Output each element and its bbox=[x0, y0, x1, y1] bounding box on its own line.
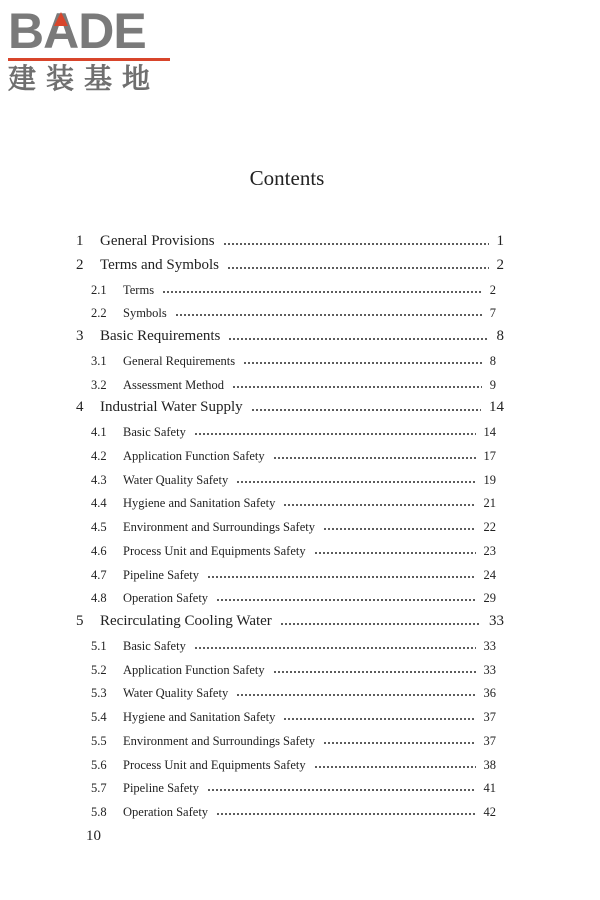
toc-entry-page: 9 bbox=[489, 377, 496, 392]
toc-entry-number: 4 bbox=[76, 399, 84, 416]
toc-dot-leader bbox=[207, 576, 475, 578]
toc-chapter-row[interactable] bbox=[0, 323, 504, 345]
toc-entry-page: 41 bbox=[483, 781, 496, 796]
toc-entry-label: Hygiene and Sanitation Safety bbox=[123, 496, 276, 511]
toc-section-row[interactable] bbox=[0, 537, 496, 559]
toc-section-row[interactable] bbox=[0, 679, 496, 701]
toc-section-row[interactable] bbox=[0, 466, 496, 488]
toc-entry-label: General Requirements bbox=[123, 353, 236, 368]
toc-section-row[interactable] bbox=[0, 703, 496, 725]
toc-dot-leader bbox=[314, 552, 476, 554]
toc-section-row[interactable] bbox=[0, 751, 496, 773]
toc-section-row[interactable] bbox=[0, 418, 496, 440]
toc-entry-page: 37 bbox=[483, 710, 496, 724]
toc-section-row[interactable] bbox=[0, 299, 496, 321]
toc-section-row[interactable] bbox=[0, 513, 496, 535]
toc-entry-page: 2 bbox=[489, 282, 496, 297]
toc-entry-number: 3.1 bbox=[91, 353, 107, 368]
toc-entry-label: Process Unit and Equipments Safety bbox=[123, 543, 306, 558]
toc-chapter-row[interactable] bbox=[0, 252, 504, 274]
toc-entry-page: 37 bbox=[483, 733, 496, 748]
toc-entry-number: 5.5 bbox=[91, 733, 107, 748]
toc-dot-leader bbox=[194, 433, 476, 435]
toc-section-row[interactable] bbox=[0, 656, 496, 678]
toc-dot-leader bbox=[223, 243, 489, 245]
toc-entry-page: 33 bbox=[483, 638, 496, 653]
toc-entry-label: Application Function Safety bbox=[123, 448, 265, 463]
bade-logo bbox=[8, 3, 178, 95]
toc-dot-leader bbox=[216, 599, 475, 601]
toc-entry-page: 24 bbox=[483, 567, 496, 582]
toc-dot-leader bbox=[194, 647, 476, 649]
toc-entry-number: 4.1 bbox=[91, 425, 107, 439]
toc-dot-leader bbox=[216, 813, 475, 815]
toc-section-row[interactable] bbox=[0, 276, 496, 298]
toc-entry-number: 4.2 bbox=[91, 448, 107, 463]
toc-dot-leader bbox=[273, 671, 476, 673]
toc-section-row[interactable] bbox=[0, 442, 496, 464]
toc-entry-page: 33 bbox=[489, 613, 504, 629]
toc-entry-number: 4.3 bbox=[91, 472, 107, 487]
toc-dot-leader bbox=[207, 789, 475, 791]
toc-entry-number: 5.3 bbox=[91, 686, 107, 701]
toc-entry-page: 29 bbox=[483, 591, 496, 606]
toc-entry-number: 4.6 bbox=[91, 543, 107, 558]
toc-chapter-row[interactable] bbox=[0, 228, 504, 250]
toc-entry-label: Recirculating Cooling Water bbox=[100, 613, 272, 629]
toc-dot-leader bbox=[283, 504, 475, 506]
toc-entry-page: 2 bbox=[496, 256, 504, 273]
toc-entry-label: Terms and Symbols bbox=[100, 256, 219, 273]
toc-entry-label: Water Quality Safety bbox=[123, 472, 229, 487]
toc-entry-page: 14 bbox=[483, 425, 496, 439]
toc-entry-number: 5 bbox=[76, 613, 84, 629]
toc-entry-label: Pipeline Safety bbox=[123, 781, 200, 796]
toc-dot-leader bbox=[175, 314, 482, 316]
toc-entry-page: 8 bbox=[489, 353, 496, 368]
toc-dot-leader bbox=[228, 338, 488, 340]
toc-entry-number: 5.1 bbox=[91, 638, 107, 653]
toc-entry-number: 4.5 bbox=[91, 520, 107, 534]
toc-entry-page: 42 bbox=[483, 805, 496, 819]
toc-entry-label: General Provisions bbox=[100, 233, 215, 249]
toc-dot-leader bbox=[323, 742, 476, 744]
toc-dot-leader bbox=[283, 718, 475, 720]
logo-wordmark bbox=[8, 3, 178, 59]
toc-dot-leader bbox=[314, 766, 476, 768]
toc-section-row[interactable] bbox=[0, 798, 496, 820]
toc-entry-label: Assessment Method bbox=[123, 377, 225, 392]
toc-dot-leader bbox=[236, 481, 475, 483]
logo-accent-triangle bbox=[54, 12, 68, 26]
toc-dot-leader bbox=[227, 267, 489, 269]
toc-entry-number: 2.2 bbox=[91, 306, 107, 321]
toc-entry-label: Industrial Water Supply bbox=[100, 399, 243, 416]
toc-entry-label: Environment and Surroundings Safety bbox=[123, 733, 315, 748]
toc-entry-number: 4.7 bbox=[91, 567, 107, 582]
toc-entry-page: 22 bbox=[483, 520, 496, 534]
toc-entry-number: 4.8 bbox=[91, 591, 107, 606]
toc-section-row[interactable] bbox=[0, 371, 496, 393]
toc-section-row[interactable] bbox=[0, 727, 496, 749]
toc-dot-leader bbox=[232, 386, 482, 388]
toc-dot-leader bbox=[243, 362, 482, 364]
toc-entry-label: Process Unit and Equipments Safety bbox=[123, 757, 306, 772]
toc-dot-leader bbox=[323, 528, 476, 530]
toc-entry-number: 5.7 bbox=[91, 781, 107, 796]
toc-entry-label: Basic Requirements bbox=[100, 328, 221, 344]
toc-entry-page: 21 bbox=[483, 496, 496, 511]
logo-letters-de: DE bbox=[78, 3, 146, 59]
toc-entry-number: 2.1 bbox=[91, 282, 107, 297]
toc-entry-page: 19 bbox=[483, 472, 496, 487]
toc-section-row[interactable] bbox=[0, 584, 496, 606]
toc-dot-leader bbox=[273, 457, 476, 459]
page-title: Contents bbox=[249, 166, 325, 190]
toc-entry-page: 1 bbox=[496, 233, 504, 249]
toc-dot-leader bbox=[162, 291, 482, 293]
toc-entry-label: Water Quality Safety bbox=[123, 686, 229, 701]
toc-entry-label: Basic Safety bbox=[123, 425, 186, 439]
toc-entry-page: 8 bbox=[496, 328, 504, 344]
toc-entry-number: 4.4 bbox=[91, 496, 107, 511]
toc-entry-number: 5.8 bbox=[91, 805, 107, 819]
toc-entry-number: 2 bbox=[76, 256, 84, 273]
toc-entry-number: 5.2 bbox=[91, 662, 107, 677]
toc-entry-label: Application Function Safety bbox=[123, 662, 265, 677]
toc-section-row[interactable] bbox=[0, 632, 496, 654]
toc-dot-leader bbox=[251, 409, 481, 411]
logo-chinese-text: 建装基地 bbox=[8, 62, 161, 95]
toc-section-row[interactable] bbox=[0, 561, 496, 583]
toc-section-row[interactable] bbox=[0, 347, 496, 369]
toc-entry-page: 17 bbox=[483, 448, 496, 463]
toc-entry-label: Environment and Surroundings Safety bbox=[123, 520, 315, 534]
toc-entry-page: 36 bbox=[483, 686, 496, 701]
toc-entry-page: 33 bbox=[483, 662, 496, 677]
toc-entry-page: 14 bbox=[489, 399, 504, 416]
logo-letter-a: A bbox=[43, 3, 79, 59]
toc-entry-label: Pipeline Safety bbox=[123, 567, 200, 582]
toc-entry-page: 23 bbox=[483, 543, 496, 558]
toc-entry-label: Operation Safety bbox=[123, 805, 209, 819]
toc-dot-leader bbox=[280, 623, 481, 625]
toc-entry-number: 3 bbox=[76, 328, 84, 344]
toc-entry-number: 1 bbox=[76, 233, 84, 249]
toc-section-row[interactable] bbox=[0, 489, 496, 511]
logo-letter-b: B bbox=[8, 3, 44, 59]
toc-entry-label: Hygiene and Sanitation Safety bbox=[123, 710, 276, 724]
toc-entry-number: 3.2 bbox=[91, 377, 107, 392]
toc-entry-page: 7 bbox=[489, 306, 496, 321]
toc-entry-number: 5.6 bbox=[91, 757, 107, 772]
toc-dot-leader bbox=[236, 694, 475, 696]
toc-entry-label: Terms bbox=[123, 282, 155, 297]
toc-section-row[interactable] bbox=[0, 774, 496, 796]
toc-chapter-row[interactable] bbox=[0, 608, 504, 630]
toc-entry-label: Operation Safety bbox=[123, 591, 209, 606]
toc-entry-page: 38 bbox=[483, 757, 496, 772]
toc-chapter-row[interactable] bbox=[0, 394, 504, 416]
toc-entry-label: Basic Safety bbox=[123, 638, 186, 653]
toc-entry-number: 5.4 bbox=[91, 710, 107, 724]
toc-entry-label: Symbols bbox=[123, 306, 167, 321]
page-number: 10 bbox=[86, 828, 101, 844]
